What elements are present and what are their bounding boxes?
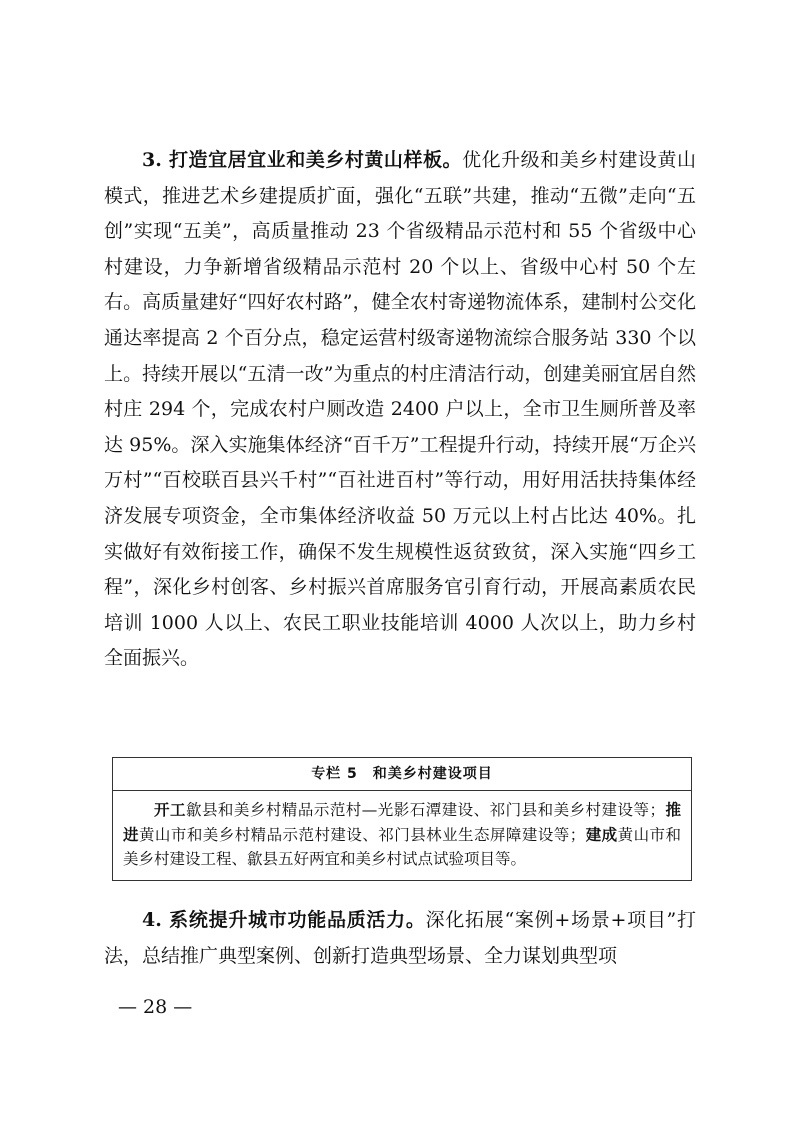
paragraph-city-function bbox=[104, 903, 696, 974]
box-item-label-complete: 建成 bbox=[585, 824, 618, 844]
paragraph-body-text: 优化升级和美乡村建设黄山模式，推进艺术乡建提质扩面，强化“五联”共建，推动“五微”走向“五创”实现“五美”，高质量推动 23 个省级精品示范村和 55 个省级中心村建设，力争新增省级精品示范村 20 个以上、省级中心村 50 个左右。高质量建好“四好农村路”，健全农村寄递物流体系，建制村公交化通达率提高 2 个百分点，稳定运营村级寄递物流综合服务站 330 个以上。持续开展以“五清一改”为重点的村庄清洁行动，创建美丽宜居自然村庄 294 个，完成农村户厕改造 2400 户以上，全市卫生厕所普及率达 95%。深入实施集体经济“百千万”工程提升行动，持续开展“万企兴万村”“百校联百县兴千村”“百社进百村”等行动，用好用活扶持集体经济发展专项资金，全市集体经济收益 50 万元以上村占比达 40%。扎实做好有效衔接工作，确保不发生规模性返贫致贫，深入实施“四乡工程”，深化乡村创客、乡村振兴首席服务官引育行动，开展高素质农民培训 1000 人以上、农民工职业技能培训 4000 人次以上，助力乡村全面振兴。 bbox=[104, 149, 696, 670]
paragraph-body-text: 深化拓展“案例+场景+项目”打法，总结推广典型案例、创新打造典型场景、全力谋划典型项 bbox=[104, 909, 696, 967]
column-box-title: 专栏 5 和美乡村建设项目 bbox=[113, 758, 691, 791]
paragraph-lead-heading: 4. 系统提升城市功能品质活力。 bbox=[142, 909, 426, 931]
column-box bbox=[112, 757, 692, 881]
paragraph-lead-heading: 3. 打造宜居宜业和美乡村黄山样板。 bbox=[142, 149, 463, 171]
column-box-body bbox=[113, 791, 691, 880]
paragraph-rural-revitalization bbox=[104, 143, 696, 677]
box-item-text-advance: 黄山市和美乡村精品示范村建设、祁门县林业生态屏障建设等； bbox=[138, 825, 586, 844]
page-number: — 28 — bbox=[118, 996, 193, 1018]
box-item-label-advance: 推进 bbox=[123, 800, 681, 844]
box-item-text-complete: 黄山市和美乡村建设工程、歙县五好两宜和美乡村试点试验项目等。 bbox=[123, 825, 681, 868]
box-item-label-start: 开工 bbox=[154, 800, 186, 819]
box-item-text-start: 歙县和美乡村精品示范村—光影石潭建设、祁门县和美乡村建设等； bbox=[185, 801, 665, 819]
